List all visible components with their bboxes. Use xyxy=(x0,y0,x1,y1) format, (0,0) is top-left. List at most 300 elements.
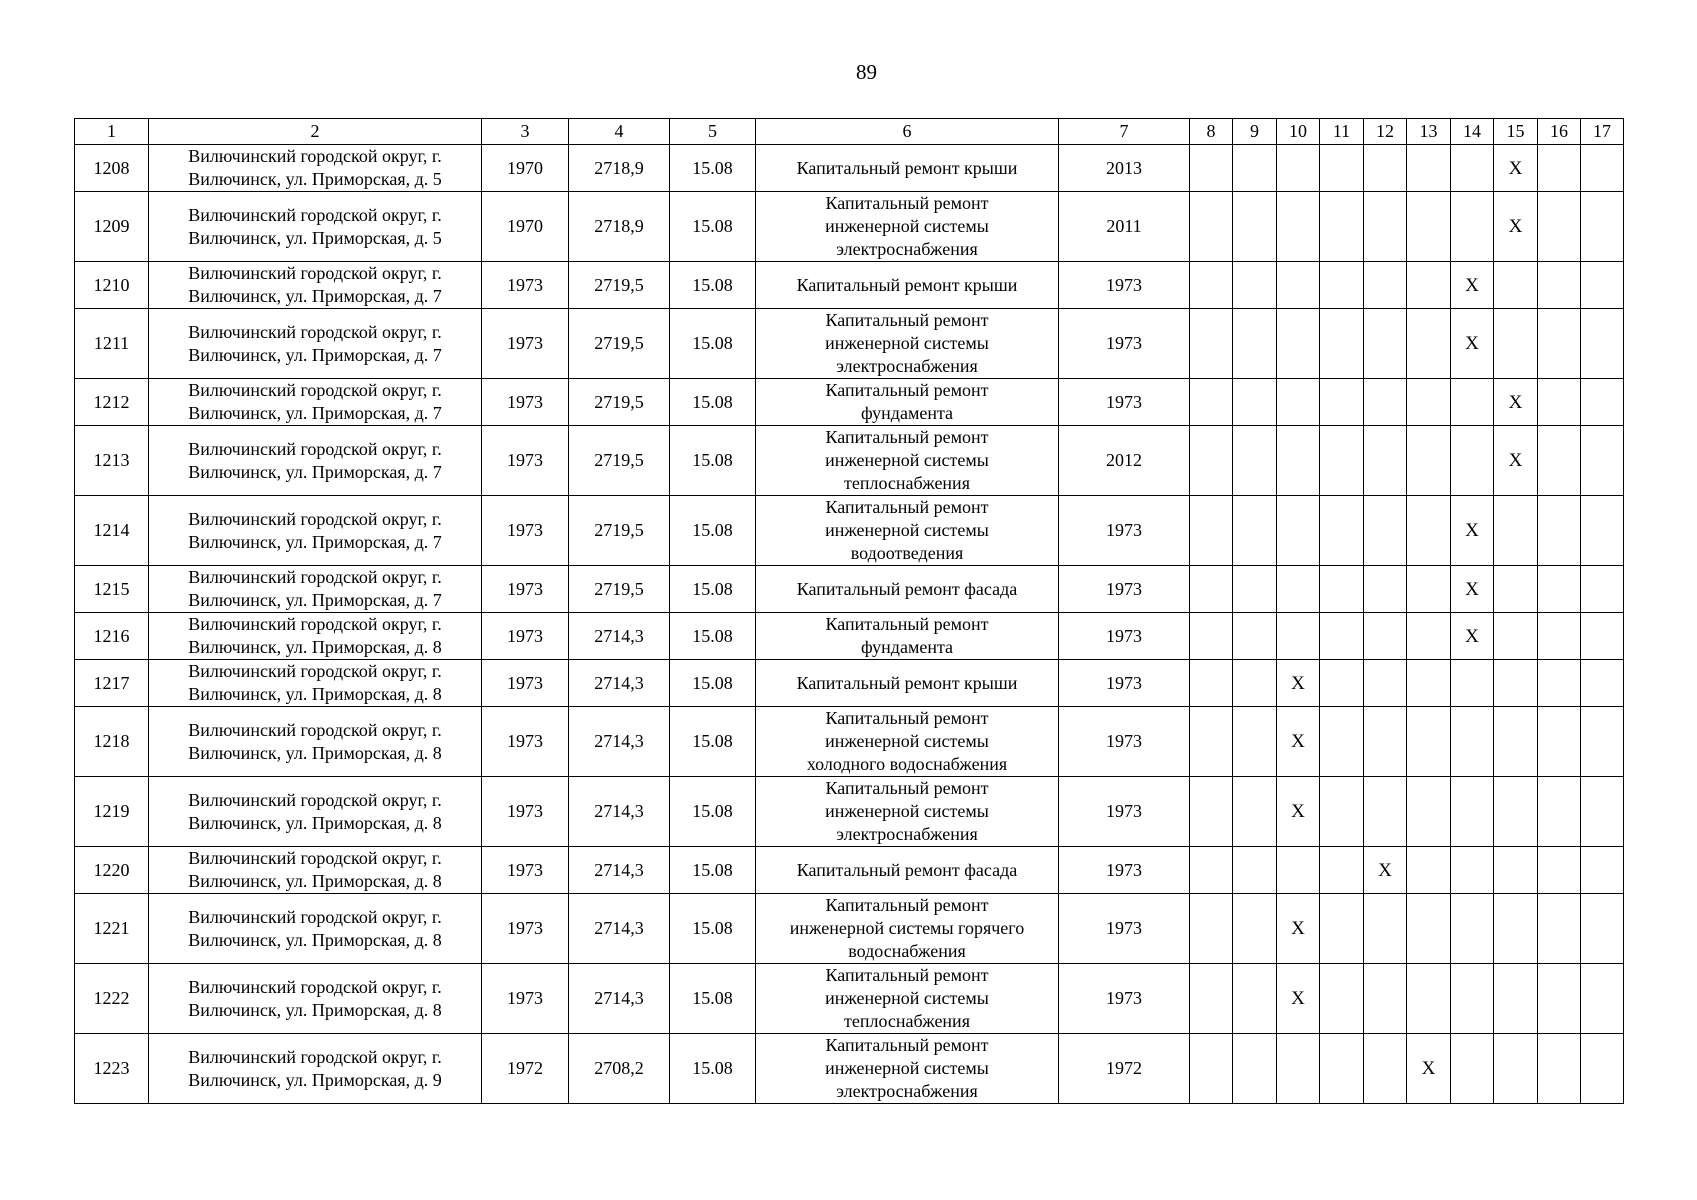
column-header-16: 16 xyxy=(1538,119,1581,145)
work-type-cell-line: электроснабжения xyxy=(836,824,978,844)
work-type-cell-line: Капитальный ремонт xyxy=(825,497,989,517)
empty-cell-col-15 xyxy=(1494,309,1538,379)
table-row xyxy=(75,707,1624,777)
last-repair-year-cell: 1973 xyxy=(1059,847,1190,894)
address-cell-line: Вилючинский городской округ, г. xyxy=(188,976,442,997)
code-cell: 15.08 xyxy=(670,660,756,707)
empty-cell-col-12 xyxy=(1364,262,1407,309)
empty-cell-col-11 xyxy=(1320,566,1364,613)
address-cell-line: Вилючинск, ул. Приморская, д. 8 xyxy=(188,929,442,950)
work-type-cell-line: Капитальный ремонт фасада xyxy=(796,578,1018,599)
empty-cell-col-11 xyxy=(1320,379,1364,426)
empty-cell-col-15 xyxy=(1494,707,1538,777)
year-built-cell: 1970 xyxy=(482,192,569,262)
work-type-cell xyxy=(756,613,1059,660)
empty-cell-col-13 xyxy=(1407,309,1451,379)
mark-cell-col-12: X xyxy=(1364,847,1407,894)
empty-cell-col-17 xyxy=(1581,262,1624,309)
work-type-cell-line: инженерной системы горячего xyxy=(789,918,1025,938)
empty-cell-col-10 xyxy=(1277,1034,1320,1104)
area-cell: 2719,5 xyxy=(569,496,670,566)
empty-cell-col-17 xyxy=(1581,894,1624,964)
empty-cell-col-13 xyxy=(1407,262,1451,309)
code-cell: 15.08 xyxy=(670,777,756,847)
empty-cell-col-9 xyxy=(1233,309,1277,379)
empty-cell-col-12 xyxy=(1364,192,1407,262)
address-cell-line: Вилючинск, ул. Приморская, д. 8 xyxy=(188,637,442,657)
address-cell-line: Вилючинский городской округ, г. xyxy=(188,204,442,225)
work-type-cell-line: холодного водоснабжения xyxy=(806,754,1008,774)
column-header-15: 15 xyxy=(1494,119,1538,145)
address-cell-line: Вилючинск, ул. Приморская, д. 8 xyxy=(188,812,442,833)
table-row xyxy=(75,1034,1624,1104)
empty-cell-col-9 xyxy=(1233,777,1277,847)
area-cell: 2719,5 xyxy=(569,426,670,496)
empty-cell-col-13 xyxy=(1407,847,1451,894)
year-built-cell: 1973 xyxy=(482,777,569,847)
empty-cell-col-17 xyxy=(1581,777,1624,847)
code-cell: 15.08 xyxy=(670,566,756,613)
address-cell xyxy=(149,379,482,426)
empty-cell-col-17 xyxy=(1581,707,1624,777)
column-header-10: 10 xyxy=(1277,119,1320,145)
year-built-cell: 1973 xyxy=(482,894,569,964)
address-cell xyxy=(149,145,482,192)
address-cell xyxy=(149,847,482,894)
table-row xyxy=(75,309,1624,379)
work-type-cell-line: электроснабжения xyxy=(836,1081,978,1101)
empty-cell-col-14 xyxy=(1451,964,1494,1034)
empty-cell-col-15 xyxy=(1494,660,1538,707)
code-cell: 15.08 xyxy=(670,496,756,566)
empty-cell-col-11 xyxy=(1320,894,1364,964)
empty-cell-col-10 xyxy=(1277,379,1320,426)
empty-cell-col-17 xyxy=(1581,426,1624,496)
work-type-cell-line: инженерной системы xyxy=(825,731,989,751)
row-number: 1216 xyxy=(75,613,149,660)
empty-cell-col-11 xyxy=(1320,145,1364,192)
empty-cell-col-15 xyxy=(1494,847,1538,894)
area-cell: 2714,3 xyxy=(569,707,670,777)
work-type-cell-line: Капитальный ремонт крыши xyxy=(796,672,1018,693)
table-row xyxy=(75,379,1624,426)
work-type-cell-line: Капитальный ремонт xyxy=(825,708,989,728)
work-type-cell xyxy=(756,777,1059,847)
empty-cell-col-9 xyxy=(1233,613,1277,660)
address-cell xyxy=(149,566,482,613)
empty-cell-col-16 xyxy=(1538,894,1581,964)
work-type-cell xyxy=(756,707,1059,777)
empty-cell-col-13 xyxy=(1407,192,1451,262)
area-cell: 2718,9 xyxy=(569,192,670,262)
area-cell: 2719,5 xyxy=(569,566,670,613)
empty-cell-col-17 xyxy=(1581,613,1624,660)
address-cell-line: Вилючинск, ул. Приморская, д. 7 xyxy=(188,531,442,552)
address-cell-line: Вилючинский городской округ, г. xyxy=(188,146,442,166)
row-number: 1213 xyxy=(75,426,149,496)
year-built-cell: 1973 xyxy=(482,426,569,496)
empty-cell-col-17 xyxy=(1581,192,1624,262)
address-cell-line: Вилючинский городской округ, г. xyxy=(188,906,442,927)
empty-cell-col-10 xyxy=(1277,566,1320,613)
address-cell xyxy=(149,262,482,309)
mark-cell-col-14: X xyxy=(1451,496,1494,566)
address-cell-line: Вилючинск, ул. Приморская, д. 8 xyxy=(188,871,442,891)
address-cell xyxy=(149,660,482,707)
empty-cell-col-8 xyxy=(1190,566,1233,613)
empty-cell-col-13 xyxy=(1407,379,1451,426)
empty-cell-col-16 xyxy=(1538,964,1581,1034)
empty-cell-col-16 xyxy=(1538,613,1581,660)
year-built-cell: 1973 xyxy=(482,964,569,1034)
empty-cell-col-16 xyxy=(1538,847,1581,894)
column-header-17: 17 xyxy=(1581,119,1624,145)
table-row xyxy=(75,262,1624,309)
address-cell-line: Вилючинский городской округ, г. xyxy=(188,848,442,868)
year-built-cell: 1973 xyxy=(482,707,569,777)
empty-cell-col-12 xyxy=(1364,707,1407,777)
work-type-cell xyxy=(756,496,1059,566)
address-cell-line: Вилючинск, ул. Приморская, д. 7 xyxy=(188,286,442,306)
mark-cell-col-15: X xyxy=(1494,192,1538,262)
address-cell-line: Вилючинский городской округ, г. xyxy=(188,263,442,283)
column-header-12: 12 xyxy=(1364,119,1407,145)
table-row xyxy=(75,613,1624,660)
work-type-cell-line: Капитальный ремонт xyxy=(825,1035,989,1055)
work-type-cell-line: инженерной системы xyxy=(825,450,989,470)
empty-cell-col-14 xyxy=(1451,847,1494,894)
empty-cell-col-17 xyxy=(1581,566,1624,613)
empty-cell-col-10 xyxy=(1277,613,1320,660)
column-header-8: 8 xyxy=(1190,119,1233,145)
empty-cell-col-15 xyxy=(1494,613,1538,660)
empty-cell-col-14 xyxy=(1451,660,1494,707)
last-repair-year-cell: 1973 xyxy=(1059,496,1190,566)
address-cell xyxy=(149,309,482,379)
empty-cell-col-11 xyxy=(1320,426,1364,496)
address-cell-line: Вилючинск, ул. Приморская, д. 8 xyxy=(188,999,442,1020)
column-header-4: 4 xyxy=(569,119,670,145)
empty-cell-col-16 xyxy=(1538,145,1581,192)
empty-cell-col-10 xyxy=(1277,192,1320,262)
empty-cell-col-10 xyxy=(1277,145,1320,192)
work-type-cell-line: Капитальный ремонт xyxy=(825,193,989,213)
empty-cell-col-11 xyxy=(1320,496,1364,566)
table-row xyxy=(75,566,1624,613)
year-built-cell: 1973 xyxy=(482,613,569,660)
column-header-9: 9 xyxy=(1233,119,1277,145)
mark-cell-col-10: X xyxy=(1277,964,1320,1034)
work-type-cell-line: Капитальный ремонт xyxy=(825,778,989,798)
column-header-6: 6 xyxy=(756,119,1059,145)
empty-cell-col-11 xyxy=(1320,613,1364,660)
address-cell-line: Вилючинский городской округ, г. xyxy=(188,438,442,459)
address-cell-line: Вилючинск, ул. Приморская, д. 7 xyxy=(188,344,442,365)
work-type-cell xyxy=(756,192,1059,262)
row-number: 1215 xyxy=(75,566,149,613)
table-row xyxy=(75,964,1624,1034)
empty-cell-col-8 xyxy=(1190,660,1233,707)
last-repair-year-cell: 1973 xyxy=(1059,894,1190,964)
empty-cell-col-16 xyxy=(1538,660,1581,707)
area-cell: 2708,2 xyxy=(569,1034,670,1104)
code-cell: 15.08 xyxy=(670,379,756,426)
address-cell-line: Вилючинск, ул. Приморская, д. 9 xyxy=(188,1069,442,1090)
table-row xyxy=(75,847,1624,894)
empty-cell-col-11 xyxy=(1320,777,1364,847)
work-type-cell xyxy=(756,566,1059,613)
code-cell: 15.08 xyxy=(670,426,756,496)
empty-cell-col-9 xyxy=(1233,964,1277,1034)
address-cell xyxy=(149,707,482,777)
empty-cell-col-15 xyxy=(1494,566,1538,613)
empty-cell-col-12 xyxy=(1364,566,1407,613)
column-header-2: 2 xyxy=(149,119,482,145)
empty-cell-col-9 xyxy=(1233,1034,1277,1104)
empty-cell-col-17 xyxy=(1581,496,1624,566)
empty-cell-col-11 xyxy=(1320,192,1364,262)
empty-cell-col-14 xyxy=(1451,426,1494,496)
empty-cell-col-11 xyxy=(1320,707,1364,777)
work-type-cell-line: Капитальный ремонт xyxy=(825,310,989,330)
address-cell-line: Вилючинск, ул. Приморская, д. 5 xyxy=(188,169,442,189)
year-built-cell: 1973 xyxy=(482,660,569,707)
empty-cell-col-12 xyxy=(1364,309,1407,379)
empty-cell-col-17 xyxy=(1581,379,1624,426)
empty-cell-col-9 xyxy=(1233,145,1277,192)
table-row xyxy=(75,777,1624,847)
empty-cell-col-17 xyxy=(1581,145,1624,192)
empty-cell-col-14 xyxy=(1451,894,1494,964)
empty-cell-col-8 xyxy=(1190,777,1233,847)
work-type-cell-line: Капитальный ремонт крыши xyxy=(796,157,1018,178)
empty-cell-col-11 xyxy=(1320,309,1364,379)
row-number: 1210 xyxy=(75,262,149,309)
address-cell xyxy=(149,496,482,566)
empty-cell-col-13 xyxy=(1407,566,1451,613)
address-cell-line: Вилючинск, ул. Приморская, д. 7 xyxy=(188,590,442,610)
code-cell: 15.08 xyxy=(670,145,756,192)
empty-cell-col-10 xyxy=(1277,426,1320,496)
address-cell-line: Вилючинский городской округ, г. xyxy=(188,567,442,587)
empty-cell-col-14 xyxy=(1451,192,1494,262)
empty-cell-col-13 xyxy=(1407,964,1451,1034)
empty-cell-col-15 xyxy=(1494,894,1538,964)
mark-cell-col-14: X xyxy=(1451,566,1494,613)
mark-cell-col-10: X xyxy=(1277,660,1320,707)
work-type-cell xyxy=(756,262,1059,309)
empty-cell-col-14 xyxy=(1451,707,1494,777)
area-cell: 2714,3 xyxy=(569,660,670,707)
work-type-cell-line: инженерной системы xyxy=(825,333,989,353)
empty-cell-col-11 xyxy=(1320,847,1364,894)
work-type-cell xyxy=(756,660,1059,707)
empty-cell-col-9 xyxy=(1233,262,1277,309)
empty-cell-col-16 xyxy=(1538,262,1581,309)
work-type-cell xyxy=(756,145,1059,192)
work-type-cell-line: Капитальный ремонт фасада xyxy=(796,859,1018,880)
empty-cell-col-14 xyxy=(1451,777,1494,847)
year-built-cell: 1973 xyxy=(482,496,569,566)
area-cell: 2714,3 xyxy=(569,777,670,847)
last-repair-year-cell: 1973 xyxy=(1059,309,1190,379)
empty-cell-col-16 xyxy=(1538,777,1581,847)
row-number: 1211 xyxy=(75,309,149,379)
last-repair-year-cell: 1973 xyxy=(1059,613,1190,660)
address-cell-line: Вилючинск, ул. Приморская, д. 5 xyxy=(188,227,442,248)
last-repair-year-cell: 1973 xyxy=(1059,964,1190,1034)
last-repair-year-cell: 1973 xyxy=(1059,707,1190,777)
address-cell-line: Вилючинский городской округ, г. xyxy=(188,508,442,529)
address-cell-line: Вилючинск, ул. Приморская, д. 7 xyxy=(188,403,442,423)
work-type-cell xyxy=(756,964,1059,1034)
address-cell-line: Вилючинский городской округ, г. xyxy=(188,719,442,740)
table-body xyxy=(75,145,1624,1104)
last-repair-year-cell: 1973 xyxy=(1059,660,1190,707)
code-cell: 15.08 xyxy=(670,262,756,309)
empty-cell-col-10 xyxy=(1277,496,1320,566)
empty-cell-col-14 xyxy=(1451,1034,1494,1104)
mark-cell-col-15: X xyxy=(1494,426,1538,496)
code-cell: 15.08 xyxy=(670,309,756,379)
table-row xyxy=(75,660,1624,707)
empty-cell-col-9 xyxy=(1233,660,1277,707)
address-cell-line: Вилючинский городской округ, г. xyxy=(188,614,442,634)
empty-cell-col-15 xyxy=(1494,777,1538,847)
capital-repair-table xyxy=(74,118,1624,1104)
empty-cell-col-13 xyxy=(1407,613,1451,660)
empty-cell-col-12 xyxy=(1364,894,1407,964)
address-cell xyxy=(149,426,482,496)
row-number: 1219 xyxy=(75,777,149,847)
work-type-cell xyxy=(756,379,1059,426)
empty-cell-col-12 xyxy=(1364,379,1407,426)
row-number: 1222 xyxy=(75,964,149,1034)
empty-cell-col-12 xyxy=(1364,660,1407,707)
mark-cell-col-14: X xyxy=(1451,262,1494,309)
empty-cell-col-9 xyxy=(1233,496,1277,566)
empty-cell-col-12 xyxy=(1364,777,1407,847)
last-repair-year-cell: 1972 xyxy=(1059,1034,1190,1104)
area-cell: 2714,3 xyxy=(569,847,670,894)
empty-cell-col-12 xyxy=(1364,496,1407,566)
mark-cell-col-15: X xyxy=(1494,145,1538,192)
mark-cell-col-15: X xyxy=(1494,379,1538,426)
empty-cell-col-13 xyxy=(1407,426,1451,496)
work-type-cell-line: Капитальный ремонт xyxy=(825,965,989,985)
empty-cell-col-17 xyxy=(1581,847,1624,894)
table-row xyxy=(75,496,1624,566)
empty-cell-col-10 xyxy=(1277,309,1320,379)
work-type-cell-line: электроснабжения xyxy=(836,239,978,259)
year-built-cell: 1973 xyxy=(482,847,569,894)
code-cell: 15.08 xyxy=(670,964,756,1034)
empty-cell-col-8 xyxy=(1190,847,1233,894)
empty-cell-col-9 xyxy=(1233,894,1277,964)
empty-cell-col-8 xyxy=(1190,426,1233,496)
row-number: 1217 xyxy=(75,660,149,707)
work-type-cell xyxy=(756,894,1059,964)
work-type-cell xyxy=(756,1034,1059,1104)
area-cell: 2714,3 xyxy=(569,613,670,660)
address-cell xyxy=(149,192,482,262)
empty-cell-col-13 xyxy=(1407,777,1451,847)
empty-cell-col-9 xyxy=(1233,566,1277,613)
empty-cell-col-13 xyxy=(1407,496,1451,566)
empty-cell-col-12 xyxy=(1364,1034,1407,1104)
header-row xyxy=(75,119,1624,145)
address-cell-line: Вилючинский городской округ, г. xyxy=(188,661,442,681)
table-header xyxy=(75,119,1624,145)
work-type-cell-line: водоотведения xyxy=(850,543,964,563)
row-number: 1212 xyxy=(75,379,149,426)
empty-cell-col-8 xyxy=(1190,309,1233,379)
empty-cell-col-8 xyxy=(1190,145,1233,192)
last-repair-year-cell: 1973 xyxy=(1059,262,1190,309)
empty-cell-col-16 xyxy=(1538,192,1581,262)
column-header-11: 11 xyxy=(1320,119,1364,145)
work-type-cell-line: Капитальный ремонт крыши xyxy=(796,274,1018,295)
work-type-cell xyxy=(756,426,1059,496)
table-row xyxy=(75,192,1624,262)
code-cell: 15.08 xyxy=(670,192,756,262)
address-cell xyxy=(149,964,482,1034)
work-type-cell-line: инженерной системы xyxy=(825,1058,989,1078)
empty-cell-col-9 xyxy=(1233,426,1277,496)
empty-cell-col-9 xyxy=(1233,707,1277,777)
year-built-cell: 1973 xyxy=(482,309,569,379)
last-repair-year-cell: 1973 xyxy=(1059,566,1190,613)
empty-cell-col-15 xyxy=(1494,496,1538,566)
last-repair-year-cell: 2011 xyxy=(1059,192,1190,262)
work-type-cell xyxy=(756,847,1059,894)
empty-cell-col-8 xyxy=(1190,192,1233,262)
work-type-cell-line: теплоснабжения xyxy=(844,1011,970,1031)
empty-cell-col-16 xyxy=(1538,1034,1581,1104)
address-cell xyxy=(149,777,482,847)
empty-cell-col-9 xyxy=(1233,192,1277,262)
empty-cell-col-12 xyxy=(1364,145,1407,192)
year-built-cell: 1973 xyxy=(482,379,569,426)
work-type-cell-line: фундамента xyxy=(860,637,954,657)
work-type-cell-line: инженерной системы xyxy=(825,520,989,540)
address-cell xyxy=(149,894,482,964)
empty-cell-col-17 xyxy=(1581,309,1624,379)
empty-cell-col-16 xyxy=(1538,707,1581,777)
empty-cell-col-16 xyxy=(1538,496,1581,566)
table-row xyxy=(75,894,1624,964)
work-type-cell-line: теплоснабжения xyxy=(844,473,970,493)
empty-cell-col-9 xyxy=(1233,847,1277,894)
empty-cell-col-10 xyxy=(1277,262,1320,309)
address-cell-line: Вилючинский городской округ, г. xyxy=(188,789,442,810)
empty-cell-col-17 xyxy=(1581,964,1624,1034)
last-repair-year-cell: 2013 xyxy=(1059,145,1190,192)
mark-cell-col-14: X xyxy=(1451,309,1494,379)
empty-cell-col-17 xyxy=(1581,660,1624,707)
code-cell: 15.08 xyxy=(670,1034,756,1104)
address-cell-line: Вилючинский городской округ, г. xyxy=(188,321,442,342)
empty-cell-col-8 xyxy=(1190,964,1233,1034)
work-type-cell-line: фундамента xyxy=(860,403,954,423)
empty-cell-col-14 xyxy=(1451,145,1494,192)
empty-cell-col-12 xyxy=(1364,964,1407,1034)
work-type-cell-line: водоснабжения xyxy=(848,941,966,961)
year-built-cell: 1972 xyxy=(482,1034,569,1104)
year-built-cell: 1973 xyxy=(482,566,569,613)
empty-cell-col-8 xyxy=(1190,379,1233,426)
work-type-cell-line: Капитальный ремонт xyxy=(825,380,989,400)
